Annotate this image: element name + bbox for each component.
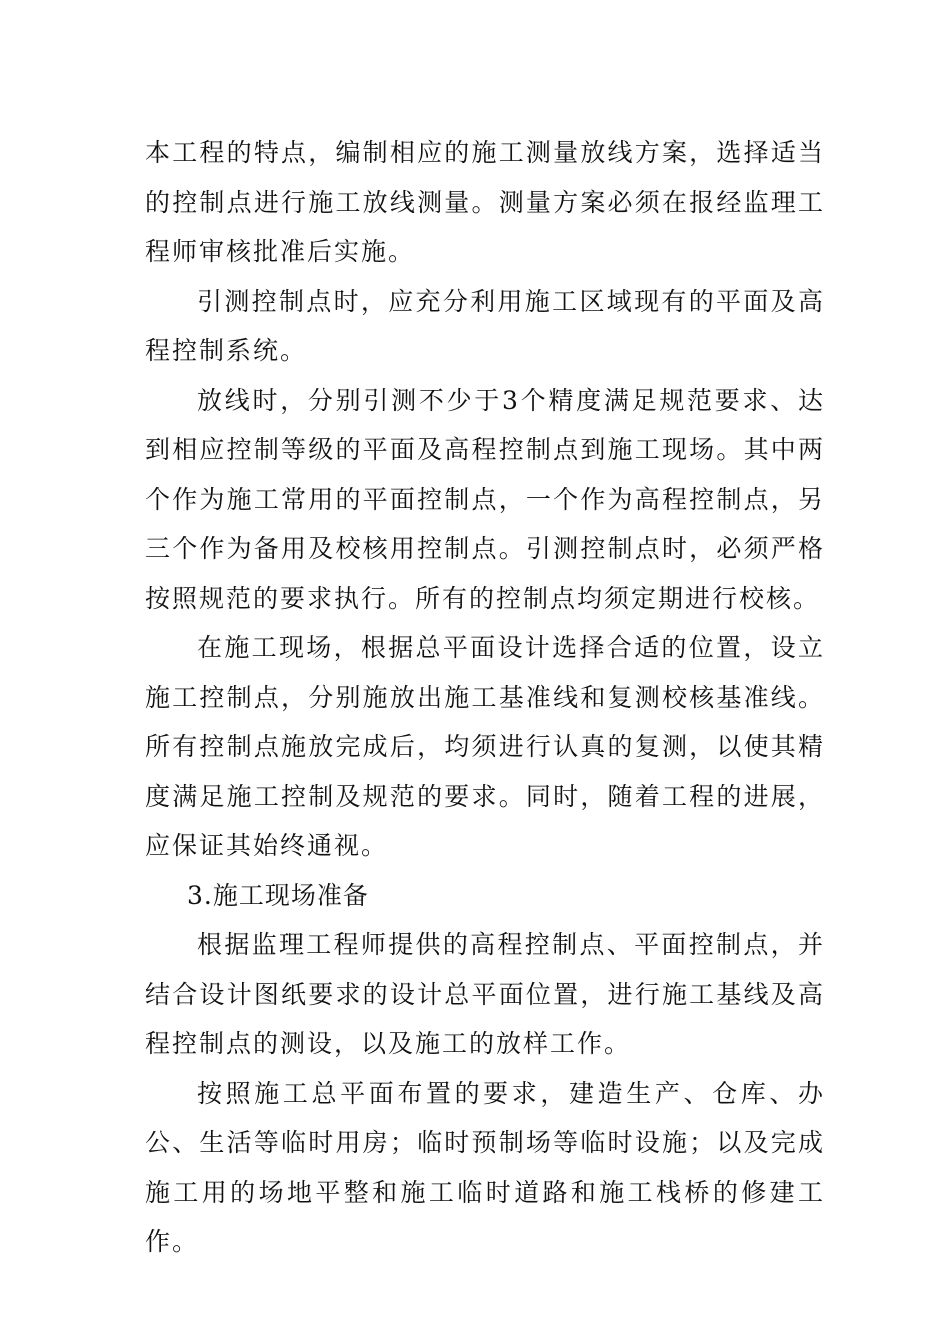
paragraph-control-points: 引测控制点时，应充分利用施工区域现有的平面及高程控制系统。 bbox=[145, 286, 825, 365]
paragraph-temporary-facilities: 按照施工总平面布置的要求，建造生产、仓库、办公、生活等临时用房；临时预制场等临时设施；以及完成施工用的场地平整和施工临时道路和施工栈桥的修建工作。 bbox=[145, 1078, 825, 1256]
paragraph-baseline-survey: 根据监理工程师提供的高程控制点、平面控制点，并结合设计图纸要求的设计总平面位置，进行施工基线及高程控制点的测设，以及施工的放样工作。 bbox=[145, 930, 825, 1058]
paragraph-setting-out: 放线时，分别引测不少于3个精度满足规范要求、达到相应控制等级的平面及高程控制点到施工现场。其中两个作为施工常用的平面控制点，一个作为高程控制点，另三个作为备用及校核用控制点。引测控制点时，必须严格按照规范的要求执行。所有的控制点均须定期进行校核。 bbox=[145, 385, 825, 613]
paragraph-site-control: 在施工现场，根据总平面设计选择合适的位置，设立施工控制点，分别施放出施工基准线和复测校核基准线。所有控制点施放完成后，均须进行认真的复测，以使其精度满足施工控制及规范的要求。同时，随着工程的进展，应保证其始终通视。 bbox=[145, 633, 825, 860]
section-heading-site-preparation: 3.施工现场准备 bbox=[187, 880, 369, 910]
paragraph-survey-plan: 本工程的特点，编制相应的施工测量放线方案，选择适当的控制点进行施工放线测量。测量方案必须在报经监理工程师审核批准后实施。 bbox=[145, 138, 825, 266]
document-body bbox=[145, 128, 825, 1267]
